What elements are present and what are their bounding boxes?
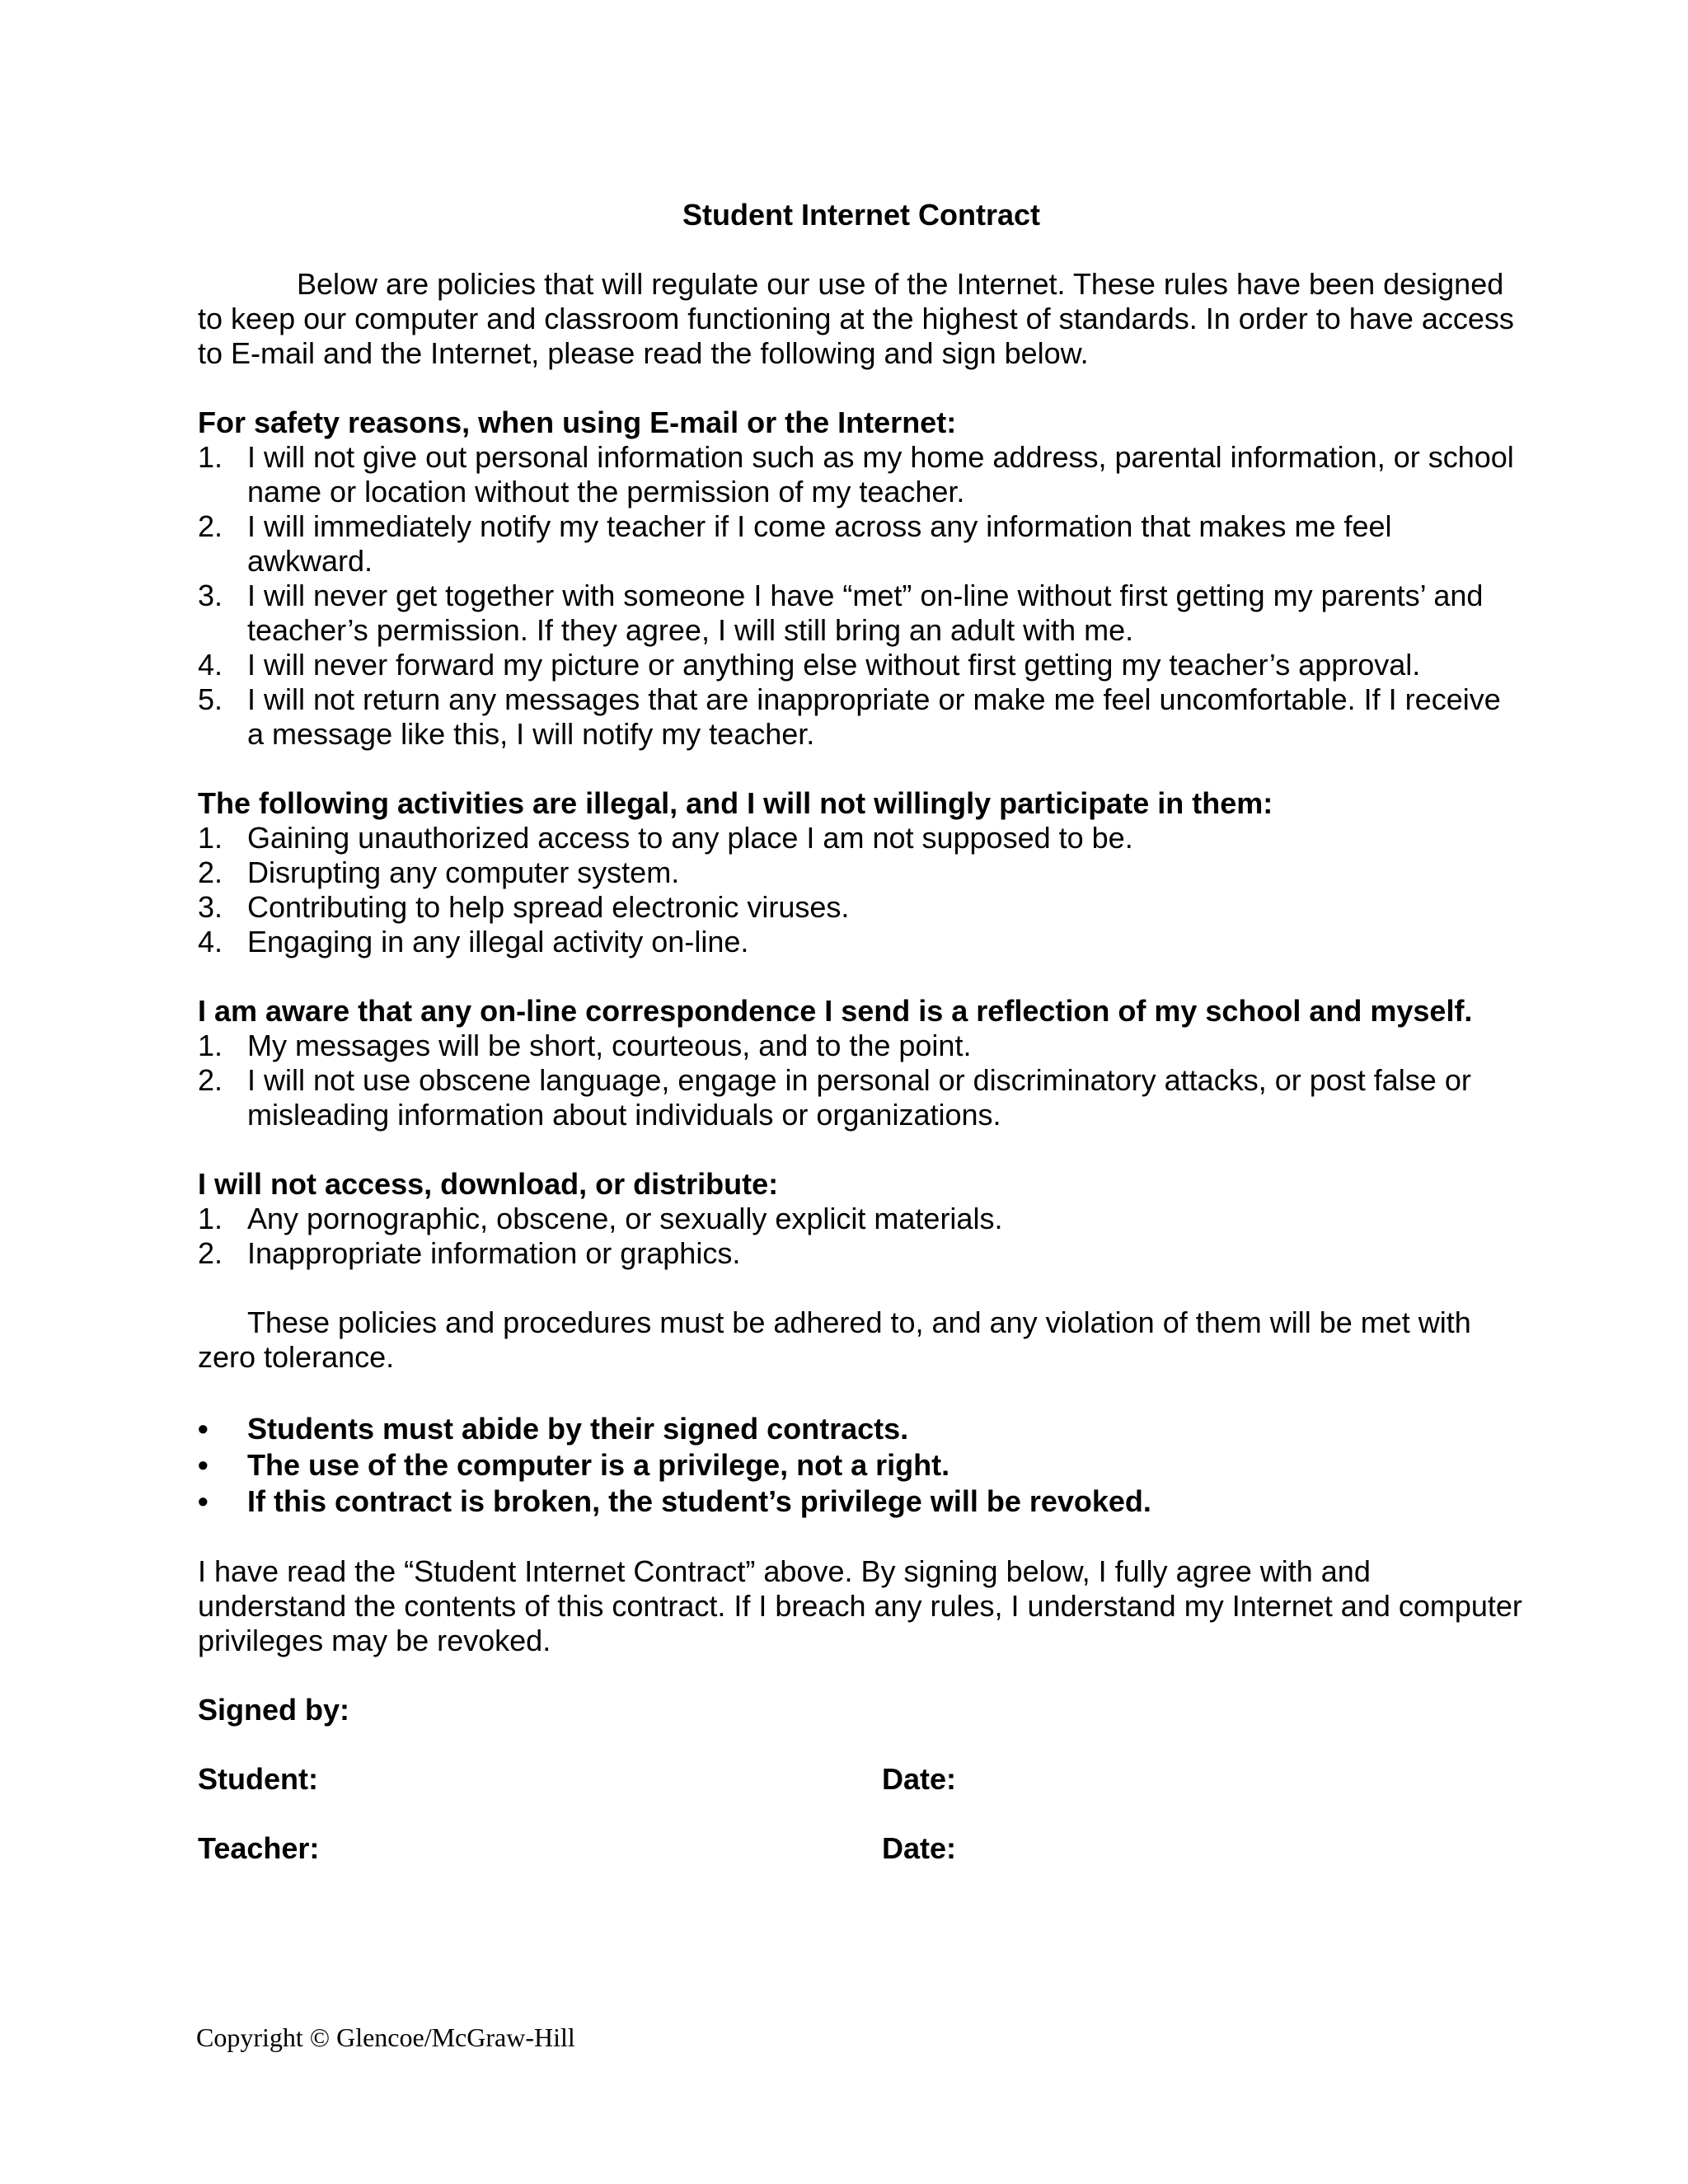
item-text: I will immediately notify my teacher if I come across any information that makes me feel awkward. bbox=[247, 509, 1392, 578]
item-number: 1. bbox=[198, 1029, 223, 1062]
bullet-item bbox=[198, 1447, 1525, 1483]
bullet-icon: • bbox=[198, 1412, 209, 1446]
list-item bbox=[198, 855, 1525, 890]
copyright-footer: Copyright © Glencoe/McGraw-Hill bbox=[196, 2022, 575, 2052]
list-item bbox=[198, 579, 1525, 648]
numbered-list bbox=[198, 440, 1525, 752]
item-text: Any pornographic, obscene, or sexually explicit materials. bbox=[247, 1202, 1003, 1235]
list-item bbox=[198, 648, 1525, 682]
list-item bbox=[198, 509, 1525, 579]
list-item bbox=[198, 821, 1525, 855]
section-heading: The following activities are illegal, and I will not willingly participate in them: bbox=[198, 786, 1273, 820]
item-number: 4. bbox=[198, 648, 223, 682]
bullet-text: If this contract is broken, the student’s privilege will be revoked. bbox=[247, 1484, 1151, 1518]
list-item bbox=[198, 682, 1525, 752]
item-number: 2. bbox=[198, 1063, 223, 1097]
list-item bbox=[198, 440, 1525, 509]
teacher-signature-row bbox=[198, 1831, 1525, 1866]
list-item bbox=[198, 1029, 1525, 1063]
section-heading: For safety reasons, when using E-mail or the Internet: bbox=[198, 405, 957, 439]
item-text: Gaining unauthorized access to any place I am not supposed to be. bbox=[247, 821, 1133, 855]
list-item bbox=[198, 1236, 1525, 1271]
item-number: 1. bbox=[198, 1202, 223, 1235]
intro-paragraph: Below are policies that will regulate our use of the Internet. These rules have been designed to keep our computer and classroom functioning at the highest of standards. In order to have access to E-mail and the Internet, please read the following and sign below. bbox=[198, 267, 1514, 370]
item-number: 1. bbox=[198, 440, 223, 474]
bullet-text: Students must abide by their signed contracts. bbox=[247, 1412, 909, 1446]
student-date-label: Date: bbox=[882, 1762, 957, 1796]
signed-by-label: Signed by: bbox=[198, 1693, 350, 1727]
item-text: I will not use obscene language, engage in personal or discriminatory attacks, or post false or misleading information about individuals or organizations. bbox=[247, 1063, 1471, 1132]
teacher-date-label: Date: bbox=[882, 1831, 957, 1865]
item-text: Disrupting any computer system. bbox=[247, 855, 680, 889]
teacher-label: Teacher: bbox=[198, 1831, 320, 1865]
item-text: I will never get together with someone I have “met” on-line without first getting my parents’ and teacher’s permission. If they agree, I will still bring an adult with me. bbox=[247, 579, 1484, 647]
item-text: I will not give out personal information such as my home address, parental information, or school name or location without the permission of my teacher. bbox=[247, 440, 1514, 509]
item-text: Contributing to help spread electronic viruses. bbox=[247, 890, 850, 924]
item-text: Inappropriate information or graphics. bbox=[247, 1236, 741, 1270]
section-access bbox=[198, 1167, 1525, 1271]
item-number: 4. bbox=[198, 925, 223, 958]
item-number: 3. bbox=[198, 890, 223, 924]
item-text: Engaging in any illegal activity on-line. bbox=[247, 925, 749, 958]
document-title: Student Internet Contract bbox=[682, 198, 1040, 232]
item-text: My messages will be short, courteous, and to the point. bbox=[247, 1029, 972, 1062]
section-safety bbox=[198, 405, 1525, 752]
list-item bbox=[198, 890, 1525, 925]
item-number: 3. bbox=[198, 579, 223, 612]
student-signature-row bbox=[198, 1762, 1525, 1797]
bullet-item bbox=[198, 1483, 1525, 1520]
item-number: 2. bbox=[198, 855, 223, 889]
section-heading: I am aware that any on-line correspondence I send is a reflection of my school and myself. bbox=[198, 994, 1473, 1028]
list-item bbox=[198, 1202, 1525, 1236]
numbered-list bbox=[198, 1202, 1525, 1271]
item-number: 2. bbox=[198, 509, 223, 543]
rules-bullet-list bbox=[198, 1411, 1525, 1520]
section-correspondence bbox=[198, 994, 1525, 1132]
list-item bbox=[198, 1063, 1525, 1132]
agreement-paragraph: I have read the “Student Internet Contract” above. By signing below, I fully agree with and understand the contents of this contract. If I breach any rules, I understand my Internet and computer privileges may be revoked. bbox=[198, 1554, 1522, 1657]
student-label: Student: bbox=[198, 1762, 318, 1796]
closing-paragraph: These policies and procedures must be adhered to, and any violation of them will be met with zero tolerance. bbox=[198, 1305, 1471, 1374]
section-illegal-activities bbox=[198, 786, 1525, 959]
item-number: 2. bbox=[198, 1236, 223, 1270]
numbered-list bbox=[198, 1029, 1525, 1132]
item-text: I will never forward my picture or anything else without first getting my teacher’s approval. bbox=[247, 648, 1421, 682]
item-number: 5. bbox=[198, 682, 223, 716]
item-number: 1. bbox=[198, 821, 223, 855]
bullet-icon: • bbox=[198, 1448, 209, 1482]
numbered-list bbox=[198, 821, 1525, 959]
bullet-item bbox=[198, 1411, 1525, 1447]
list-item bbox=[198, 925, 1525, 959]
bullet-icon: • bbox=[198, 1484, 209, 1518]
item-text: I will not return any messages that are inappropriate or make me feel uncomfortable. If I receive a message like this, I will notify my teacher. bbox=[247, 682, 1501, 751]
contract-document bbox=[198, 198, 1525, 1866]
bullet-text: The use of the computer is a privilege, not a right. bbox=[247, 1448, 950, 1482]
section-heading: I will not access, download, or distribute: bbox=[198, 1167, 779, 1201]
